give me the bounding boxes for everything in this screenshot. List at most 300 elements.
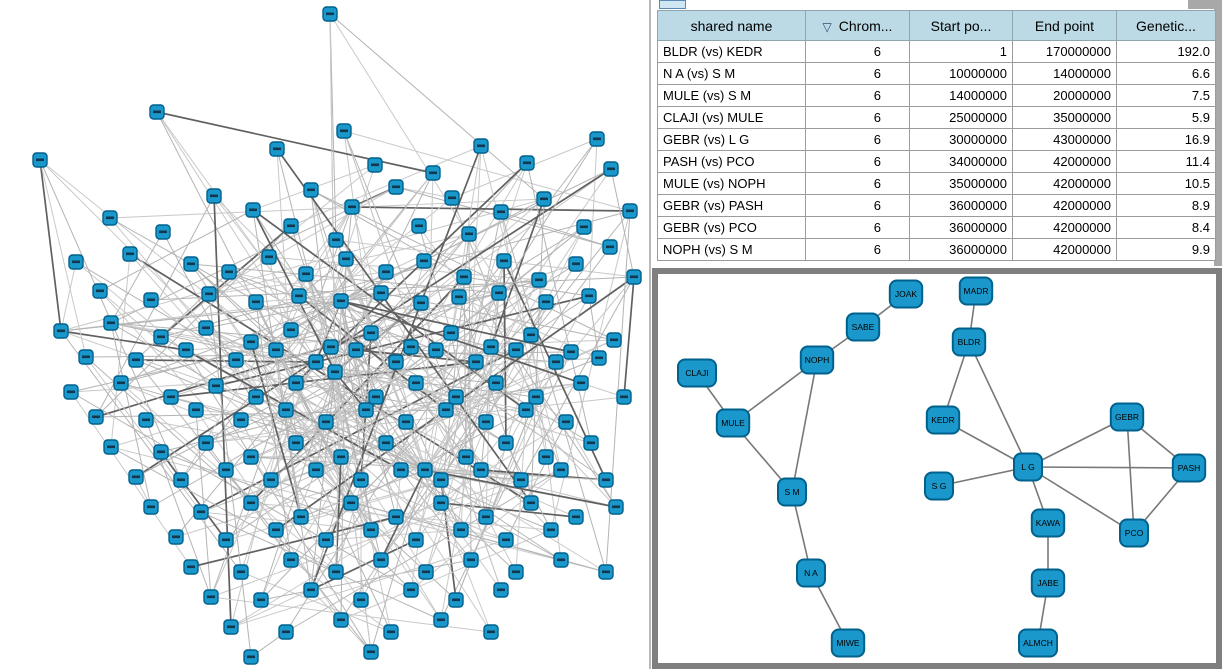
hairball-node[interactable] bbox=[334, 613, 348, 627]
hairball-node[interactable] bbox=[244, 650, 258, 664]
hairball-node[interactable] bbox=[222, 265, 236, 279]
node-label-smudge bbox=[497, 589, 505, 592]
hairball-node[interactable] bbox=[554, 553, 568, 567]
hairball-node[interactable] bbox=[414, 296, 428, 310]
edge-NOPH-SM[interactable] bbox=[792, 360, 817, 492]
network-node-GEBR[interactable] bbox=[1111, 404, 1143, 431]
cell-chromosome[interactable]: 6 bbox=[806, 173, 910, 195]
column-header-chromosome[interactable] bbox=[806, 11, 910, 41]
hairball-node[interactable] bbox=[93, 284, 107, 298]
hairball-node[interactable] bbox=[294, 510, 308, 524]
network-node-NOPH[interactable] bbox=[801, 347, 833, 374]
network-node-ALMCH[interactable] bbox=[1019, 630, 1057, 657]
hairball-node[interactable] bbox=[539, 295, 553, 309]
hairball-node[interactable] bbox=[609, 500, 623, 514]
hairball-node[interactable] bbox=[469, 355, 483, 369]
hairball-node[interactable] bbox=[199, 321, 213, 335]
table-row[interactable] bbox=[658, 195, 1216, 217]
cell-start-position[interactable]: 36000000 bbox=[910, 195, 1013, 217]
hairball-node[interactable] bbox=[454, 523, 468, 537]
hairball-node[interactable] bbox=[603, 240, 617, 254]
hairball-node[interactable] bbox=[289, 376, 303, 390]
node-label: L G bbox=[1021, 462, 1035, 472]
hairball-node[interactable] bbox=[368, 158, 382, 172]
hairball-node[interactable] bbox=[284, 323, 298, 337]
hairball-node[interactable] bbox=[89, 410, 103, 424]
hairball-node[interactable] bbox=[144, 293, 158, 307]
cell-chromosome[interactable]: 6 bbox=[806, 239, 910, 261]
cell-end-point[interactable]: 43000000 bbox=[1013, 129, 1117, 151]
hairball-node[interactable] bbox=[524, 496, 538, 510]
hairball-node[interactable] bbox=[429, 343, 443, 357]
hairball-node[interactable] bbox=[54, 324, 68, 338]
hairball-node[interactable] bbox=[452, 290, 466, 304]
hairball-node[interactable] bbox=[537, 192, 551, 206]
cell-start-position[interactable]: 34000000 bbox=[910, 151, 1013, 173]
network-node-PASH[interactable] bbox=[1173, 455, 1205, 482]
hairball-node[interactable] bbox=[409, 533, 423, 547]
cell-chromosome[interactable]: 6 bbox=[806, 85, 910, 107]
hairball-node[interactable] bbox=[254, 593, 268, 607]
hairball-node[interactable] bbox=[419, 565, 433, 579]
hairball-node[interactable] bbox=[69, 255, 83, 269]
hairball-node[interactable] bbox=[202, 287, 216, 301]
hairball-node[interactable] bbox=[279, 403, 293, 417]
cell-genetic-distance[interactable]: 11.4 bbox=[1117, 151, 1216, 173]
hairball-node[interactable] bbox=[394, 463, 408, 477]
network-node-MADR[interactable] bbox=[960, 278, 992, 305]
hairball-node[interactable] bbox=[249, 295, 263, 309]
cell-shared-name[interactable]: MULE (vs) NOPH bbox=[658, 173, 806, 195]
hairball-node[interactable] bbox=[224, 620, 238, 634]
hairball-node[interactable] bbox=[179, 343, 193, 357]
cell-genetic-distance[interactable]: 6.6 bbox=[1117, 63, 1216, 85]
hairball-node[interactable] bbox=[499, 533, 513, 547]
hairball-node[interactable] bbox=[204, 590, 218, 604]
hairball-node[interactable] bbox=[292, 289, 306, 303]
cell-chromosome[interactable]: 6 bbox=[806, 195, 910, 217]
hairball-node[interactable] bbox=[599, 565, 613, 579]
hairball-node[interactable] bbox=[103, 211, 117, 225]
hairball-node[interactable] bbox=[219, 463, 233, 477]
hairball-node[interactable] bbox=[337, 124, 351, 138]
hairball-node[interactable] bbox=[389, 355, 403, 369]
table-row[interactable] bbox=[658, 173, 1216, 195]
hairball-node[interactable] bbox=[497, 254, 511, 268]
node-label-smudge bbox=[532, 396, 540, 399]
hairball-node[interactable] bbox=[404, 340, 418, 354]
cell-genetic-distance[interactable]: 9.9 bbox=[1117, 239, 1216, 261]
hairball-node[interactable] bbox=[234, 565, 248, 579]
hairball-node[interactable] bbox=[156, 225, 170, 239]
cell-shared-name[interactable]: BLDR (vs) KEDR bbox=[658, 41, 806, 63]
node-label-smudge bbox=[552, 361, 560, 364]
cell-chromosome[interactable]: 6 bbox=[806, 41, 910, 63]
hairball-node[interactable] bbox=[289, 436, 303, 450]
hairball-node[interactable] bbox=[374, 286, 388, 300]
subnetwork-canvas[interactable] bbox=[658, 274, 1216, 663]
hairball-node[interactable] bbox=[309, 355, 323, 369]
node-label-smudge bbox=[452, 396, 460, 399]
node-label-smudge bbox=[572, 263, 580, 266]
hairball-node[interactable] bbox=[144, 500, 158, 514]
hairball-node[interactable] bbox=[174, 473, 188, 487]
hairball-node[interactable] bbox=[229, 353, 243, 367]
hairball-node[interactable] bbox=[79, 350, 93, 364]
hairball-node[interactable] bbox=[379, 436, 393, 450]
edge-table-panel bbox=[654, 0, 1222, 267]
hairball-node[interactable] bbox=[344, 496, 358, 510]
hairball-node[interactable] bbox=[219, 533, 233, 547]
network-node-JOAK[interactable] bbox=[890, 281, 922, 308]
hairball-node[interactable] bbox=[246, 203, 260, 217]
table-row[interactable] bbox=[658, 239, 1216, 261]
hairball-node[interactable] bbox=[328, 365, 342, 379]
network-node-LG[interactable] bbox=[1014, 454, 1042, 481]
hairball-node[interactable] bbox=[520, 156, 534, 170]
node-label-smudge bbox=[265, 256, 273, 259]
hairball-node[interactable] bbox=[184, 560, 198, 574]
hairball-node[interactable] bbox=[574, 376, 588, 390]
network-node-SG[interactable] bbox=[925, 473, 953, 500]
cell-chromosome[interactable]: 6 bbox=[806, 129, 910, 151]
node-label-smudge bbox=[467, 559, 475, 562]
cell-end-point[interactable]: 14000000 bbox=[1013, 63, 1117, 85]
hairball-node[interactable] bbox=[379, 265, 393, 279]
hairball-node[interactable] bbox=[104, 440, 118, 454]
hairball-node[interactable] bbox=[604, 162, 618, 176]
cell-start-position[interactable]: 25000000 bbox=[910, 107, 1013, 129]
cell-start-position[interactable]: 10000000 bbox=[910, 63, 1013, 85]
hairball-node[interactable] bbox=[339, 252, 353, 266]
hairball-node[interactable] bbox=[123, 247, 137, 261]
edge-GEBR-PCO[interactable] bbox=[1127, 417, 1134, 533]
hairball-node[interactable] bbox=[627, 270, 641, 284]
column-header-start-position[interactable] bbox=[910, 11, 1013, 41]
table-row[interactable] bbox=[658, 129, 1216, 151]
node-label-smudge bbox=[407, 589, 415, 592]
hairball-node[interactable] bbox=[354, 593, 368, 607]
cell-start-position[interactable]: 1 bbox=[910, 41, 1013, 63]
hairball-node[interactable] bbox=[479, 510, 493, 524]
hairball-node[interactable] bbox=[412, 219, 426, 233]
hairball-node[interactable] bbox=[444, 326, 458, 340]
node-label-smudge bbox=[502, 539, 510, 542]
hairball-node[interactable] bbox=[524, 328, 538, 342]
cell-shared-name[interactable]: GEBR (vs) PASH bbox=[658, 195, 806, 217]
hairball-node[interactable] bbox=[484, 340, 498, 354]
network-node-PCO[interactable] bbox=[1120, 520, 1148, 547]
hairball-node[interactable] bbox=[262, 250, 276, 264]
hairball-node[interactable] bbox=[494, 205, 508, 219]
node-label: JOAK bbox=[894, 289, 918, 299]
hairball-node[interactable] bbox=[449, 390, 463, 404]
hairball-node[interactable] bbox=[64, 385, 78, 399]
table-row[interactable] bbox=[658, 85, 1216, 107]
hairball-node[interactable] bbox=[244, 496, 258, 510]
column-header-shared-name[interactable] bbox=[658, 11, 806, 41]
table-row[interactable] bbox=[658, 217, 1216, 239]
node-label-smudge bbox=[272, 529, 280, 532]
hairball-node[interactable] bbox=[449, 593, 463, 607]
table-row[interactable] bbox=[658, 63, 1216, 85]
hairball-node[interactable] bbox=[569, 257, 583, 271]
network-node-MIWE[interactable] bbox=[832, 630, 864, 657]
hairball-node[interactable] bbox=[426, 166, 440, 180]
cell-end-point[interactable]: 42000000 bbox=[1013, 217, 1117, 239]
cell-genetic-distance[interactable]: 8.9 bbox=[1117, 195, 1216, 217]
network-node-SABE[interactable] bbox=[847, 314, 879, 341]
hairball-node[interactable] bbox=[399, 415, 413, 429]
hairball-node[interactable] bbox=[364, 645, 378, 659]
cell-end-point[interactable]: 170000000 bbox=[1013, 41, 1117, 63]
hairball-node[interactable] bbox=[207, 189, 221, 203]
hairball-node[interactable] bbox=[529, 390, 543, 404]
cell-end-point[interactable]: 42000000 bbox=[1013, 195, 1117, 217]
hairball-node[interactable] bbox=[484, 625, 498, 639]
node-label-smudge bbox=[267, 479, 275, 482]
cell-start-position[interactable]: 36000000 bbox=[910, 217, 1013, 239]
hairball-node[interactable] bbox=[569, 510, 583, 524]
hairball-node[interactable] bbox=[164, 390, 178, 404]
cell-chromosome[interactable]: 6 bbox=[806, 217, 910, 239]
hairball-node[interactable] bbox=[384, 625, 398, 639]
hairball-node[interactable] bbox=[462, 227, 476, 241]
hairball-node[interactable] bbox=[309, 463, 323, 477]
hairball-node[interactable] bbox=[559, 415, 573, 429]
hairball-node[interactable] bbox=[364, 523, 378, 537]
hairball-node[interactable] bbox=[194, 505, 208, 519]
hairball-node[interactable] bbox=[389, 180, 403, 194]
hairball-node[interactable] bbox=[439, 403, 453, 417]
edge-BLDR-LG[interactable] bbox=[969, 342, 1028, 467]
cell-end-point[interactable]: 42000000 bbox=[1013, 151, 1117, 173]
node-label-smudge bbox=[577, 382, 585, 385]
hairball-edge bbox=[157, 112, 433, 173]
node-label-smudge bbox=[437, 619, 445, 622]
hairball-node[interactable] bbox=[417, 254, 431, 268]
network-node-KEDR[interactable] bbox=[927, 407, 959, 434]
hairball-node[interactable] bbox=[499, 436, 513, 450]
hairball-node[interactable] bbox=[33, 153, 47, 167]
hairball-node[interactable] bbox=[509, 343, 523, 357]
cell-start-position[interactable]: 30000000 bbox=[910, 129, 1013, 151]
cell-genetic-distance[interactable]: 5.9 bbox=[1117, 107, 1216, 129]
hairball-node[interactable] bbox=[369, 390, 383, 404]
node-label-smudge bbox=[307, 189, 315, 192]
hairball-node[interactable] bbox=[434, 613, 448, 627]
hairball-node[interactable] bbox=[323, 7, 337, 21]
hairball-node[interactable] bbox=[445, 191, 459, 205]
hairball-node[interactable] bbox=[599, 473, 613, 487]
hairball-node[interactable] bbox=[299, 267, 313, 281]
edge-LG-PASH[interactable] bbox=[1028, 467, 1189, 468]
cell-shared-name[interactable]: GEBR (vs) L G bbox=[658, 129, 806, 151]
hairball-node[interactable] bbox=[329, 233, 343, 247]
hairball-node[interactable] bbox=[554, 463, 568, 477]
hairball-node[interactable] bbox=[479, 415, 493, 429]
hairball-node[interactable] bbox=[364, 326, 378, 340]
cell-end-point[interactable]: 42000000 bbox=[1013, 239, 1117, 261]
hairball-node[interactable] bbox=[404, 583, 418, 597]
cell-genetic-distance[interactable]: 192.0 bbox=[1117, 41, 1216, 63]
hairball-node[interactable] bbox=[199, 436, 213, 450]
hairball-node[interactable] bbox=[150, 105, 164, 119]
node-label-smudge bbox=[297, 516, 305, 519]
hairball-node[interactable] bbox=[189, 403, 203, 417]
cell-chromosome[interactable]: 6 bbox=[806, 107, 910, 129]
cell-start-position[interactable]: 14000000 bbox=[910, 85, 1013, 107]
hairball-node[interactable] bbox=[154, 445, 168, 459]
network-node-KAWA[interactable] bbox=[1032, 510, 1064, 537]
hairball-node[interactable] bbox=[284, 553, 298, 567]
hairball-node[interactable] bbox=[549, 355, 563, 369]
hairball-node[interactable] bbox=[544, 523, 558, 537]
table-row[interactable] bbox=[658, 41, 1216, 63]
hairball-node[interactable] bbox=[509, 565, 523, 579]
hairball-node[interactable] bbox=[359, 403, 373, 417]
hairball-node[interactable] bbox=[269, 343, 283, 357]
hairball-node[interactable] bbox=[464, 553, 478, 567]
node-label-smudge bbox=[227, 626, 235, 629]
cell-shared-name[interactable]: N A (vs) S M bbox=[658, 63, 806, 85]
hairball-node[interactable] bbox=[270, 142, 284, 156]
hairball-node[interactable] bbox=[249, 390, 263, 404]
hairball-node[interactable] bbox=[374, 553, 388, 567]
cell-shared-name[interactable]: GEBR (vs) PCO bbox=[658, 217, 806, 239]
hairball-node[interactable] bbox=[434, 473, 448, 487]
hairball-node[interactable] bbox=[184, 257, 198, 271]
node-label-smudge bbox=[602, 479, 610, 482]
node-label-smudge bbox=[421, 469, 429, 472]
cell-shared-name[interactable]: CLAJI (vs) MULE bbox=[658, 107, 806, 129]
node-label-smudge bbox=[302, 273, 310, 276]
hairball-node[interactable] bbox=[349, 343, 363, 357]
hairball-edge bbox=[352, 207, 630, 211]
cell-start-position[interactable]: 36000000 bbox=[910, 239, 1013, 261]
hairball-node[interactable] bbox=[389, 510, 403, 524]
cell-genetic-distance[interactable]: 16.9 bbox=[1117, 129, 1216, 151]
hairball-node[interactable] bbox=[129, 353, 143, 367]
hairball-node[interactable] bbox=[264, 473, 278, 487]
hairball-node[interactable] bbox=[244, 335, 258, 349]
hairball-node[interactable] bbox=[514, 473, 528, 487]
node-label-smudge bbox=[626, 210, 634, 213]
network-node-SM[interactable] bbox=[778, 479, 806, 506]
filter-icon[interactable]: ▽ bbox=[822, 19, 832, 34]
column-header-end-point[interactable] bbox=[1013, 11, 1117, 41]
node-label-smudge bbox=[523, 162, 531, 165]
network-node-JABE[interactable] bbox=[1032, 570, 1064, 597]
hairball-node[interactable] bbox=[324, 340, 338, 354]
hairball-node[interactable] bbox=[354, 473, 368, 487]
network-node-MULE[interactable] bbox=[717, 410, 749, 437]
hairball-node[interactable] bbox=[409, 376, 423, 390]
hairball-node[interactable] bbox=[169, 530, 183, 544]
node-label-smudge bbox=[482, 421, 490, 424]
hairball-node[interactable] bbox=[592, 351, 606, 365]
hairball-node[interactable] bbox=[539, 450, 553, 464]
cell-genetic-distance[interactable]: 8.4 bbox=[1117, 217, 1216, 239]
cell-genetic-distance[interactable]: 7.5 bbox=[1117, 85, 1216, 107]
hairball-node[interactable] bbox=[279, 625, 293, 639]
hairball-node[interactable] bbox=[492, 286, 506, 300]
cell-shared-name[interactable]: NOPH (vs) S M bbox=[658, 239, 806, 261]
hairball-node[interactable] bbox=[519, 403, 533, 417]
hairball-node[interactable] bbox=[577, 220, 591, 234]
table-corner-widget[interactable] bbox=[659, 0, 686, 9]
column-label: shared name bbox=[690, 17, 773, 34]
hairball-node[interactable] bbox=[345, 200, 359, 214]
network-node-CLAJI[interactable] bbox=[678, 360, 716, 387]
cell-shared-name[interactable]: PASH (vs) PCO bbox=[658, 151, 806, 173]
hairball-node[interactable] bbox=[564, 345, 578, 359]
hairball-node[interactable] bbox=[319, 533, 333, 547]
cell-start-position[interactable]: 35000000 bbox=[910, 173, 1013, 195]
cell-genetic-distance[interactable]: 10.5 bbox=[1117, 173, 1216, 195]
hairball-node[interactable] bbox=[129, 470, 143, 484]
node-label-smudge bbox=[192, 409, 200, 412]
hairball-node[interactable] bbox=[209, 379, 223, 393]
node-label-smudge bbox=[465, 233, 473, 236]
hairball-node[interactable] bbox=[334, 450, 348, 464]
cell-shared-name[interactable]: MULE (vs) S M bbox=[658, 85, 806, 107]
hairball-node[interactable] bbox=[474, 463, 488, 477]
hairball-node[interactable] bbox=[319, 415, 333, 429]
cell-chromosome[interactable]: 6 bbox=[806, 63, 910, 85]
hairball-node[interactable] bbox=[284, 219, 298, 233]
column-header-genetic[interactable] bbox=[1117, 11, 1216, 41]
table-row[interactable] bbox=[658, 107, 1216, 129]
hairball-node[interactable] bbox=[617, 390, 631, 404]
hairball-node[interactable] bbox=[114, 376, 128, 390]
hairball-node[interactable] bbox=[234, 413, 248, 427]
hairball-node[interactable] bbox=[457, 270, 471, 284]
cell-chromosome[interactable]: 6 bbox=[806, 151, 910, 173]
node-label-smudge bbox=[495, 292, 503, 295]
hairball-node[interactable] bbox=[304, 183, 318, 197]
network-node-BLDR[interactable] bbox=[953, 329, 985, 356]
hairball-node[interactable] bbox=[584, 436, 598, 450]
hairball-node[interactable] bbox=[104, 316, 118, 330]
hairball-node[interactable] bbox=[154, 330, 168, 344]
hairball-node[interactable] bbox=[418, 463, 432, 477]
hairball-node[interactable] bbox=[494, 583, 508, 597]
hairball-node[interactable] bbox=[329, 565, 343, 579]
network-node-NA[interactable] bbox=[797, 560, 825, 587]
hairball-node[interactable] bbox=[590, 132, 604, 146]
hairball-node[interactable] bbox=[607, 333, 621, 347]
cell-end-point[interactable]: 20000000 bbox=[1013, 85, 1117, 107]
hairball-node[interactable] bbox=[139, 413, 153, 427]
table-row[interactable] bbox=[658, 151, 1216, 173]
hairball-node[interactable] bbox=[269, 523, 283, 537]
hairball-node[interactable] bbox=[304, 583, 318, 597]
panel-divider[interactable] bbox=[649, 0, 651, 669]
hairball-node[interactable] bbox=[459, 450, 473, 464]
hairball-node[interactable] bbox=[623, 204, 637, 218]
cell-end-point[interactable]: 42000000 bbox=[1013, 173, 1117, 195]
hairball-node[interactable] bbox=[582, 289, 596, 303]
hairball-node[interactable] bbox=[489, 376, 503, 390]
hairball-node[interactable] bbox=[474, 139, 488, 153]
hairball-node[interactable] bbox=[434, 496, 448, 510]
node-label-smudge bbox=[252, 396, 260, 399]
hairball-node[interactable] bbox=[334, 294, 348, 308]
cell-end-point[interactable]: 35000000 bbox=[1013, 107, 1117, 129]
hairball-node[interactable] bbox=[532, 273, 546, 287]
hairball-node[interactable] bbox=[244, 450, 258, 464]
